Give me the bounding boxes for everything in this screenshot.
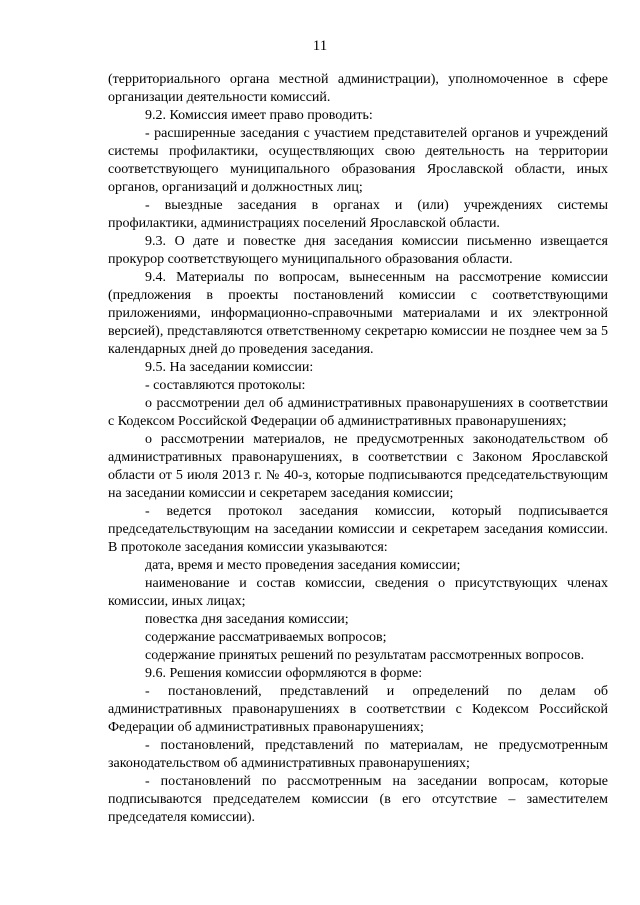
- paragraph: о рассмотрении дел об административных правонарушениях в соответствии с Кодексом Российской Федерации об административных правонарушениях;: [108, 396, 608, 429]
- paragraph: - постановлений по рассмотренным на заседании вопросам, которые подписываются председателем комиссии (в его отсутствие – заместителем председателя комиссии).: [108, 774, 608, 825]
- paragraph: дата, время и место проведения заседания комиссии;: [145, 558, 461, 573]
- paragraph: повестка дня заседания комиссии;: [145, 612, 349, 627]
- paragraph: содержание принятых решений по результатам рассмотренных вопросов.: [145, 648, 585, 663]
- paragraph: 9.5. На заседании комиссии:: [145, 360, 314, 375]
- paragraph: - составляются протоколы:: [145, 378, 306, 393]
- paragraph: наименование и состав комиссии, сведения о присутствующих членах комиссии, иных лицах;: [108, 576, 608, 609]
- paragraph: (территориального органа местной администрации), уполномоченное в сфере организации деятельности комиссий.: [108, 72, 608, 105]
- paragraph: - расширенные заседания с участием представителей органов и учреждений системы профилактики, осуществляющих свою деятельность на территории соответствующего муниципального образования Ярославской области, иных органов, организаций и должностных лиц;: [108, 126, 608, 195]
- paragraph: - выездные заседания в органах и (или) учреждениях системы профилактики, администрациях поселений Ярославской области.: [108, 198, 608, 231]
- document-body: [108, 71, 608, 827]
- paragraph: 9.4. Материалы по вопросам, вынесенным на рассмотрение комиссии (предложения в проекты постановлений комиссии с соответствующими приложениями, информационно-справочными материалами и их электронной версией), представляются ответственному секретарю комиссии не позднее чем за 5 календарных дней до проведения заседания.: [108, 270, 608, 357]
- paragraph: - постановлений, представлений по материалам, не предусмотренным законодательством об административных правонарушениях;: [108, 738, 608, 771]
- paragraph: 9.3. О дате и повестке дня заседания комиссии письменно извещается прокурор соответствующего муниципального образования области.: [108, 234, 608, 267]
- paragraph: - ведется протокол заседания комиссии, который подписывается председательствующим на заседании комиссии и секретарем заседания комиссии. В протоколе заседания комиссии указываются:: [108, 504, 608, 555]
- paragraph: 9.6. Решения комиссии оформляются в форме:: [145, 666, 423, 681]
- page-number: 11: [312, 38, 328, 54]
- paragraph: о рассмотрении материалов, не предусмотренных законодательством об административных правонарушениях, в соответствии с Законом Ярославской области от 5 июля 2013 г. № 40-з, которые подписываются председательствующим на заседании комиссии и секретарем заседания комиссии;: [108, 432, 608, 501]
- paragraph: - постановлений, представлений и определений по делам об административных правонарушениях в соответствии с Кодексом Российской Федерации об административных правонарушениях;: [108, 684, 608, 735]
- paragraph: 9.2. Комиссия имеет право проводить:: [145, 108, 373, 123]
- paragraph: содержание рассматриваемых вопросов;: [145, 630, 387, 645]
